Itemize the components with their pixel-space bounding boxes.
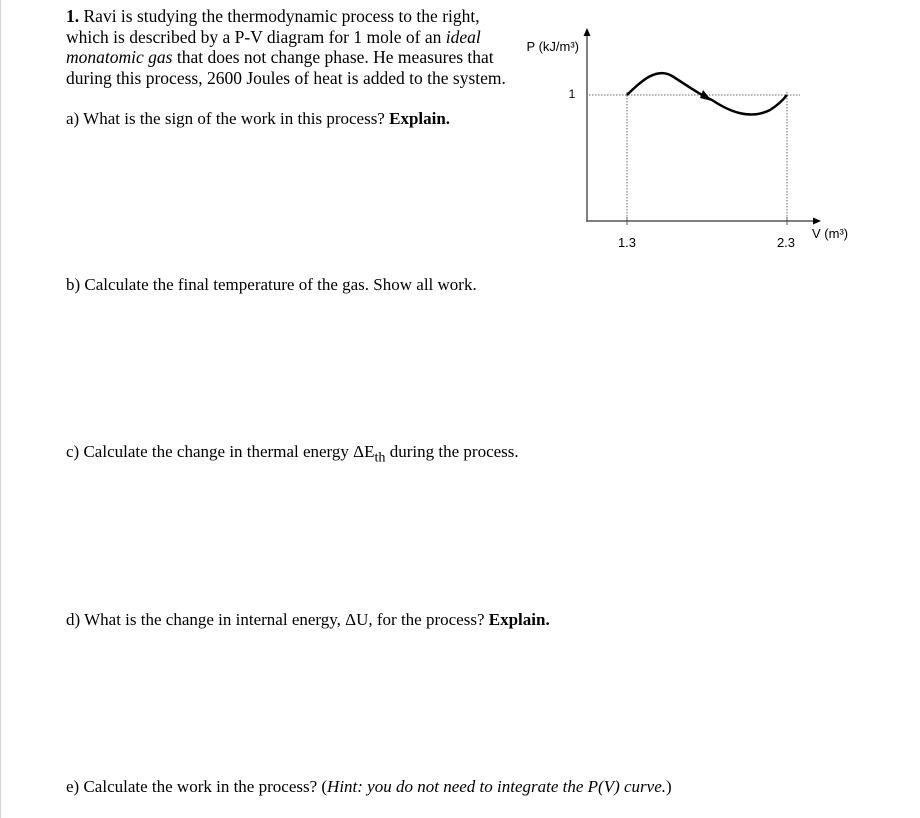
p-axis-arrowhead [584,28,591,36]
question-e: e) Calculate the work in the process? (Hint: you do not need to integrate the P(V) curve.) [66,777,672,796]
x-tick-label-2: 2.3 [776,235,796,250]
y-tick-label: 1 [568,87,576,101]
p-axis-label: P (kJ/m³) [526,39,579,54]
v-axis-arrowhead [813,218,821,225]
question-b: b) Calculate the final temperature of the gas. Show all work. [66,275,477,294]
question-c: c) Calculate the change in thermal energy $\Delta E_{th}$ during the process. [66,442,519,466]
question-d: d) What is the change in internal energy, ΔU, for the process? Explain. [66,610,550,629]
x-tick-label-1: 1.3 [617,235,637,250]
intro-line-2: which is described by a P-V diagram for 1 mole of an ideal [66,26,481,47]
intro-line-3: monatomic gas that does not change phase. He measures that [66,47,494,67]
intro-line-1: 1. Ravi is studying the thermodynamic process to the right, [66,6,480,26]
process-curve [627,73,787,114]
problem-number: 1. [66,6,80,26]
question-a: a) What is the sign of the work in this process? Explain. [66,109,451,128]
intro-line-4: during this process, 2600 Joules of heat is added to the system. [66,67,506,88]
v-axis-label: V (m³) [812,226,849,241]
